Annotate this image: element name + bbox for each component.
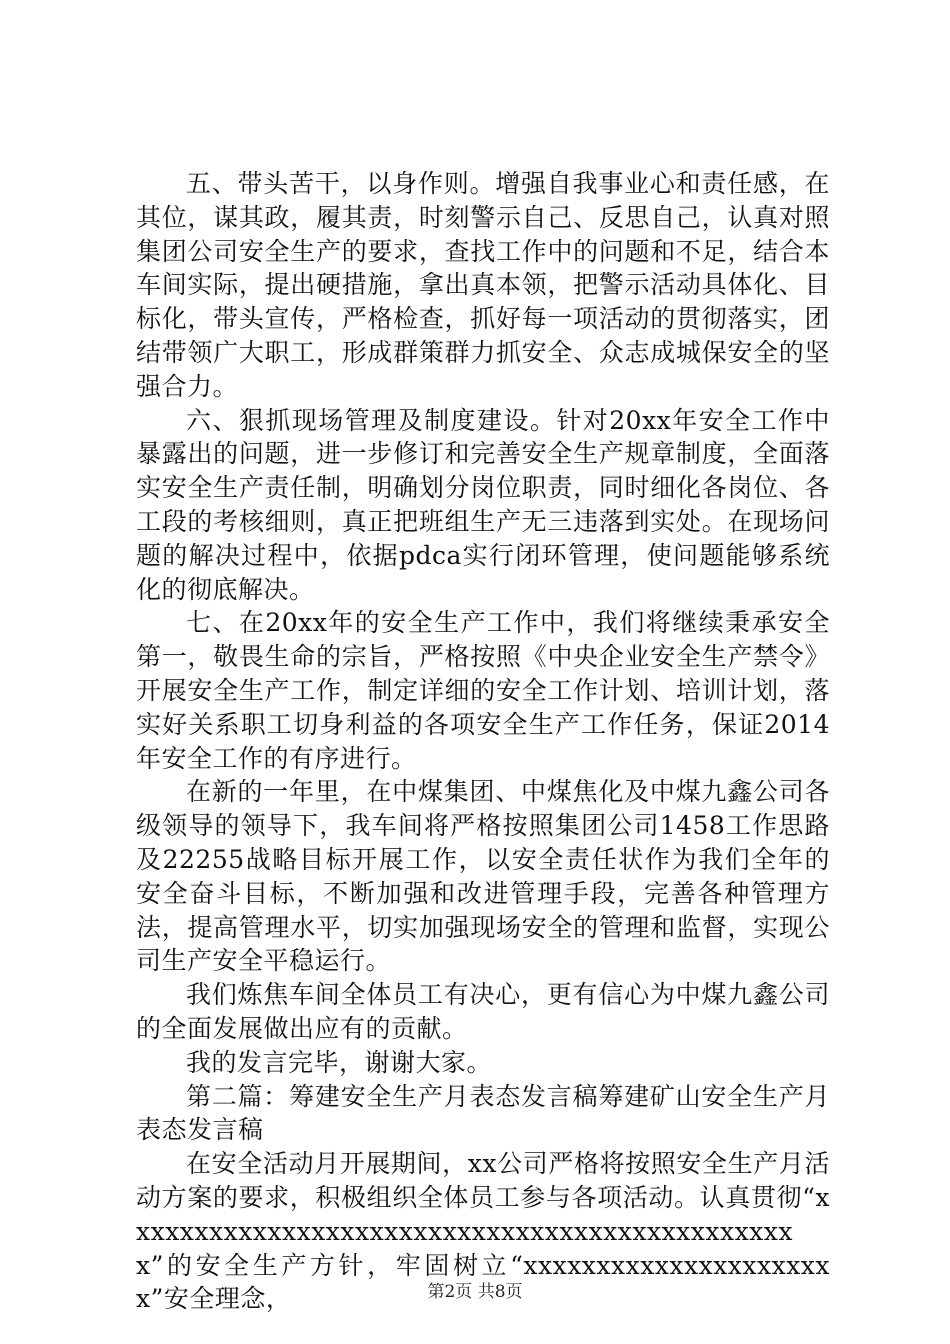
paragraph-five: 五、带头苦干，以身作则。增强自我事业心和责任感，在其位，谋其政，履其责，时刻警示自己、反思自己，认真对照集团公司安全生产的要求，查找工作中的问题和不足，结合本车间实际，提出硬措施，拿出真本领，把警示活动具体化、目标化，带头宣传，严格检查，抓好每一项活动的贯彻落实，团结带领广大职工，形成群策群力抓安全、众志成城保安全的坚强合力。 bbox=[136, 169, 830, 401]
paragraph-confidence: 我们炼焦车间全体员工有决心，更有信心为中煤九鑫公司的全面发展做出应有的贡献。 bbox=[136, 980, 830, 1043]
section-heading-part-two: 第二篇：筹建安全生产月表态发言稿筹建矿山安全生产月表态发言稿 bbox=[136, 1081, 830, 1145]
paragraph-closing: 我的发言完毕，谢谢大家。 bbox=[186, 1047, 493, 1077]
paragraph-seven: 七、在20xx年的安全生产工作中，我们将继续秉承安全第一，敬畏生命的宗旨，严格按照《中央企业安全生产禁令》开展安全生产工作，制定详细的安全工作计划、培训计划，落实好关系职工切身利益的各项安全生产工作任务，保证2014年安全工作的有序进行。 bbox=[136, 608, 830, 773]
paragraph-new-year: 在新的一年里，在中煤集团、中煤焦化及中煤九鑫公司各级领导的领导下，我车间将严格按照集团公司1458工作思路及22255战略目标开展工作，以安全责任状作为我们全年的安全奋斗目标，不断加强和改进管理手段，完善各种管理方法，提高管理水平，切实加强现场安全的管理和监督，实现公司生产安全平稳运行。 bbox=[136, 777, 830, 976]
paragraph-six: 六、狠抓现场管理及制度建设。针对20xx年安全工作中暴露出的问题，进一步修订和完善安全生产规章制度，全面落实安全生产责任制，明确划分岗位职责，同时细化各岗位、各工段的考核细则，真正把班组生产无三违落到实处。在现场问题的解决过程中，依据pdca实行闭环管理，使问题能够系统化的彻底解决。 bbox=[136, 405, 830, 604]
page-number-footer: 第2页 共8页 bbox=[427, 1282, 523, 1302]
document-body bbox=[136, 167, 830, 1316]
paragraph-safety-month: 在安全活动月开展期间，xx公司严格将按照安全生产月活动方案的要求，积极组织全体员工参与各项活动。认真贯彻“xxxxxxxxxxxxxxxxxxxxxxxxxxxxxxxxxxxxxxxxxxxxxxx”的安全生产方针，牢固树立“xxxxxxxxxxxxxxxxxxxxxx”安全理念， bbox=[136, 1149, 830, 1314]
